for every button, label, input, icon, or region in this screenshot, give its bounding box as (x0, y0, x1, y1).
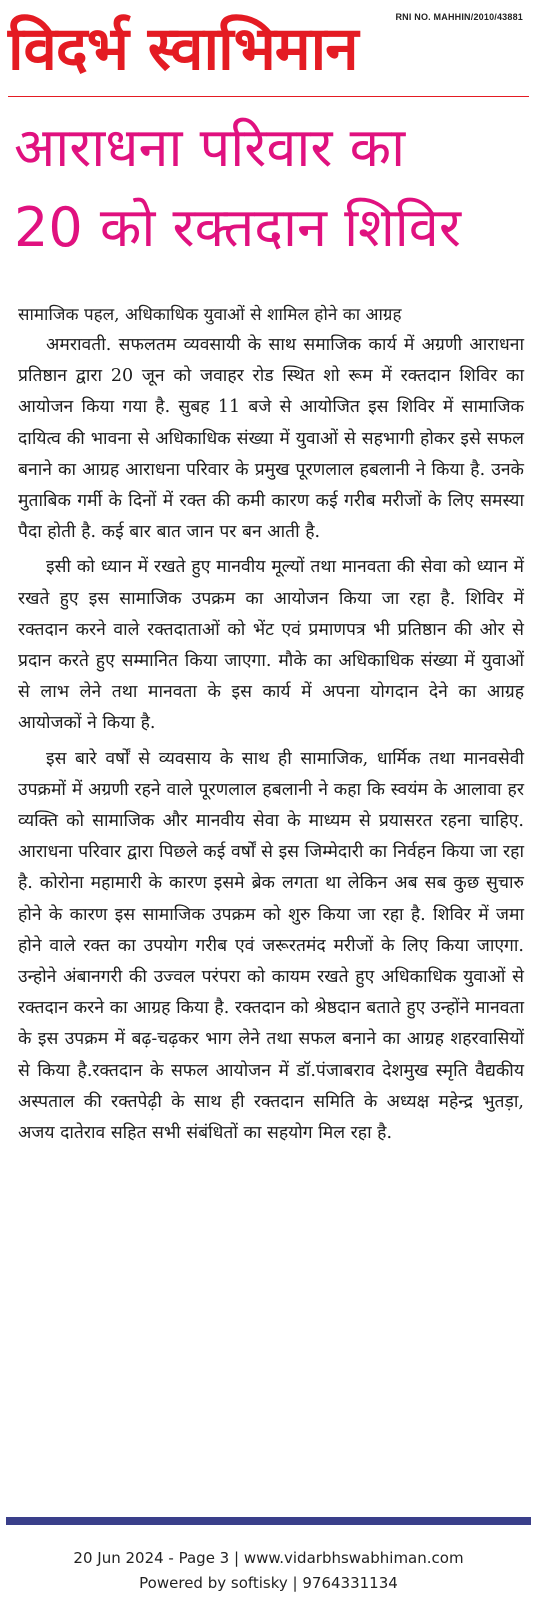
article-body (18, 330, 524, 1153)
footer-divider-bar (6, 1517, 531, 1525)
footer-date-page-website: 20 Jun 2024 - Page 3 | www.vidarbhswabhiman.com (73, 1549, 464, 1567)
newspaper-logo: विदर्भ स्वाभिमान (8, 14, 358, 84)
article-subheading: सामाजिक पहल, अधिकाधिक युवाओं से शामिल होने का आग्रह (18, 305, 402, 325)
headline-line-1: आराधना परिवार का (14, 116, 406, 179)
article-paragraph-2: इसी को ध्यान में रखते हुए मानवीय मूल्यों तथा मानवता की सेवा को ध्यान में रखते हुए इस सामाजिक उपक्रम का आयोजन किया जा रहा है. शिविर में रक्तदान करने वाले रक्तदाताओं को भेंट एवं प्रमाणपत्र भी प्रतिष्ठान की ओर से प्रदान करते हुए सम्मानित किया जाएगा. मौके का अधिकाधिक संख्या में युवाओं से लाभ लेने तथा मानवता के इस कार्य में अपना योगदान देने का आग्रह आयोजकों ने किया है. (18, 557, 524, 734)
article-paragraph-1: अमरावती. सफलतम व्यवसायी के साथ समाजिक कार्य में अग्रणी आराधना प्रतिष्ठान द्वारा 20 जून को जवाहर रोड स्थित शो रूम में रक्तदान शिविर का आयोजन किया गया है. सुबह 11 बजे से आयोजित इस शिविर में सामाजिक दायित्व की भावना से अधिकाधिक संख्या में युवाओं से सहभागी होकर इसे सफल बनाने का आग्रह आराधना परिवार के प्रमुख पूरणलाल हबलानी ने किया है. उनके मुताबिक गर्मी के दिनों में रक्त की कमी कारण कई गरीब मरीजों के लिए समस्या पैदा होती है. कई बार बात जान पर बन आती है. (18, 335, 524, 543)
masthead (0, 0, 537, 100)
rni-number: RNI NO. MAHHIN/2010/43881 (395, 12, 523, 22)
headline-line-2: 20 को रक्तदान शिविर (14, 196, 461, 259)
masthead-divider (8, 96, 529, 97)
footer-powered-by: Powered by softisky | 9764331134 (139, 1574, 398, 1592)
article-paragraph-3: इस बारे वर्षों से व्यवसाय के साथ ही सामाजिक, धार्मिक तथा मानवसेवी उपक्रमों में अग्रणी रहने वाले पूरणलाल हबलानी ने कहा कि स्वयंम के आलावा हर व्यक्ति को सामाजिक और मानवीय सेवा के माध्यम से प्रयासरत रहना चाहिए. आराधना परिवार द्वारा पिछले कई वर्षों से इस जिम्मेदारी का निर्वहन किया जा रहा है. कोरोना महामारी के कारण इसमे ब्रेक लगता था लेकिन अब सब कुछ सुचारु होने के कारण इस सामाजिक उपक्रम को शुरु किया जा रहा है. शिविर में जमा होने वाले रक्त का उपयोग गरीब एवं जरूरतमंद मरीजों के लिए किया जाएगा. उन्होने अंबानगरी की उज्वल परंपरा को कायम रखते हुए अधिकाधिक युवाओं से रक्तदान करने का आग्रह किया है. रक्तदान को श्रेष्ठदान बताते हुए उन्होंने मानवता के इस उपक्रम में बढ़-चढ़कर भाग लेने तथा सफल बनाने का आग्रह शहरवासियों से किया है.रक्तदान के सफल आयोजन में डॉ.पंजाबराव देशमुख स्मृति वैद्यकीय अस्पताल की रक्तपेढ़ी के साथ ही रक्तदान समिति के अध्यक्ष महेन्द्र भुतड़ा, अजय दातेराव सहित सभी संबंधितों का सहयोग मिल रहा है. (18, 748, 524, 1144)
article-headline (14, 108, 529, 268)
